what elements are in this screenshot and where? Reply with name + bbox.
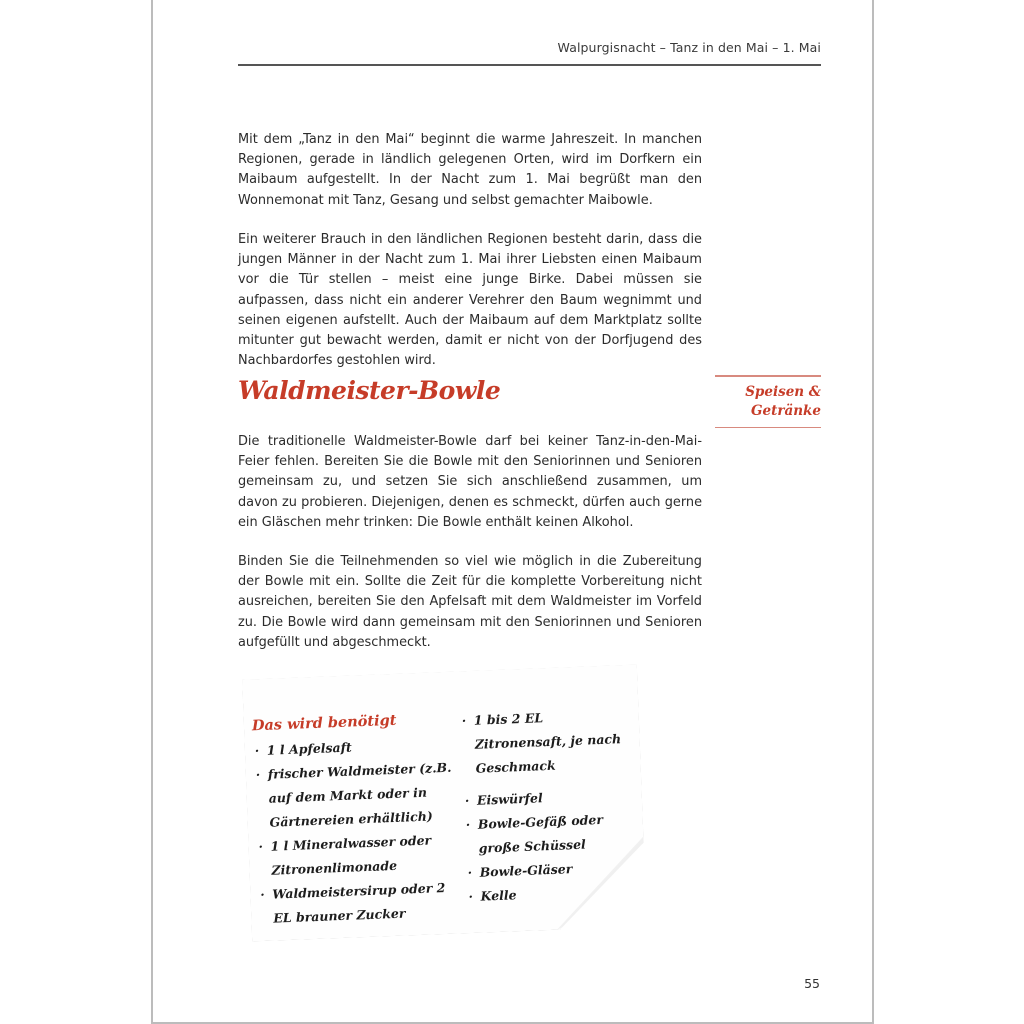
category-tab-bottom-rule <box>715 427 821 429</box>
list-item: · 1 l Apfelsaft <box>254 731 460 763</box>
running-header: Walpurgisnacht – Tanz in den Mai – 1. Mai <box>557 40 821 55</box>
ingredients-list-right <box>461 703 639 909</box>
ingredients-list-left <box>254 731 466 931</box>
category-tab <box>715 375 821 428</box>
list-item: · Bowle-Gläser <box>467 855 638 886</box>
category-label-line-1: Speisen & <box>745 383 821 400</box>
note-content <box>242 665 647 942</box>
note-title: Das wird benötigt <box>251 711 397 735</box>
page-number: 55 <box>804 976 820 991</box>
list-item: · Waldmeistersirup oder 2 EL brauner Zucker <box>260 875 467 931</box>
section-paragraph-2: Binden Sie die Teilnehmenden so viel wie möglich in die Zubereitung der Bowle mit ein. Sollte die Zeit für die komplette Vorbereitung nicht ausreichen, bereiten Sie den Apfelsaft mit dem Waldmeister im Vorfeld zu. Die Bowle wird dann gemeinsam mit den Seniorinnen und Senioren aufgefüllt und abgeschmeckt. <box>238 554 702 650</box>
list-item: · Kelle <box>468 879 639 910</box>
intro-paragraph-2: Ein weiterer Brauch in den ländlichen Regionen besteht darin, dass die jungen Männer in der Nacht zum 1. Mai ihrer Liebsten einen Maibaum vor die Tür stellen – meist eine junge Birke. Dabei müssen sie aufpassen, dass nicht ein anderer Verehrer den Baum wegnimmt und seinen eigenen aufstellt. Auch der Maibaum auf dem Marktplatz sollte mitunter gut bewacht werden, damit er nicht von der Dorfjugend des Nachbardorfes gestohlen wird. <box>238 232 702 369</box>
section-paragraph-1: Die traditionelle Waldmeister-Bowle darf bei keiner Tanz-in-den-Mai-Feier fehlen. Bereiten Sie die Bowle mit den Seniorinnen und Senioren gemeinsam zu, und setzen Sie sich anschließend zusammen, um davon zu probieren. Diejenigen, denen es schmeckt, dürfen auch gerne ein Gläschen mehr trinken: Die Bowle enthält keinen Alkohol. <box>238 434 702 530</box>
list-item: · Eiswürfel <box>464 783 635 814</box>
intro-paragraph-1: Mit dem „Tanz in den Mai“ beginnt die warme Jahreszeit. In manchen Regionen, gerade in ländlich gelegenen Orten, wird im Dorfkern ein Maibaum aufgestellt. In der Nacht zum 1. Mai begrüßt man den Wonnemonat mit Tanz, Gesang und selbst gemachter Maibowle. <box>238 132 702 208</box>
section-heading: Waldmeister-Bowle <box>238 376 501 405</box>
ingredients-note-card <box>247 672 642 940</box>
list-item: · Bowle-Gefäß oder große Schüssel <box>465 807 637 861</box>
category-label-line-2: Getränke <box>751 402 821 419</box>
list-item: · 1 bis 2 EL Zitronensaft, je nach Geschmack <box>461 703 634 781</box>
category-label <box>715 377 821 427</box>
list-item: · 1 l Mineralwasser oder Zitronenlimonade <box>258 827 465 883</box>
list-item: · frischer Waldmeister (z.B. auf dem Markt oder in Gärtnereien erhältlich) <box>255 755 463 835</box>
header-rule <box>238 64 821 66</box>
